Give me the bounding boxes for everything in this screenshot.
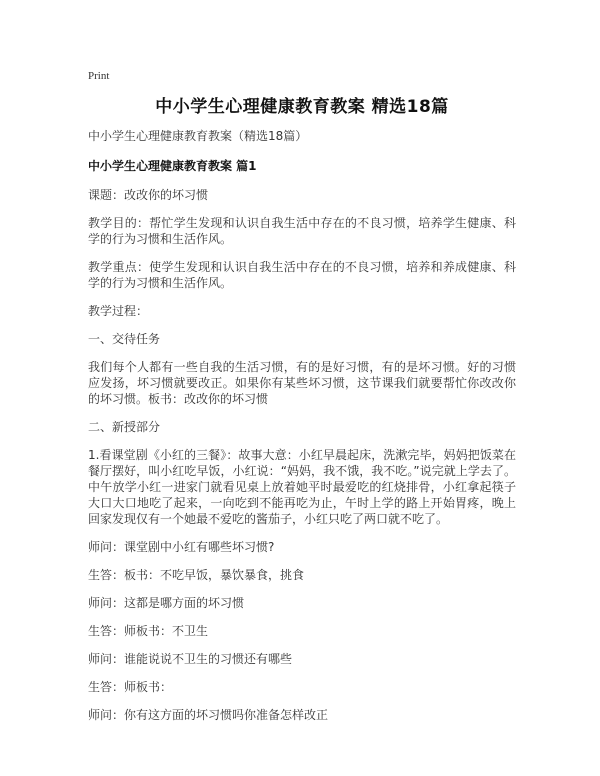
document-page bbox=[88, 70, 516, 735]
teaching-process: 教学过程： bbox=[88, 304, 149, 318]
part-one-body: 我们每个人都有一些自我的生活习惯，有的是好习惯，有的是坏习惯。好的习惯应发扬，坏习惯就要改正。如果你有某些坏习惯，这节课我们就要帮忙你改改你的坏习惯。板书：改改你的坏习惯 bbox=[88, 360, 516, 406]
dialogue-line: 师问：课堂剧中小红有哪些坏习惯? bbox=[88, 540, 275, 554]
lesson-topic: 课题：改改你的坏习惯 bbox=[88, 188, 209, 202]
teaching-focus: 教学重点：使学生发现和认识自我生活中存在的不良习惯，培养和养成健康、科学的行为习惯和生活作风。 bbox=[88, 260, 516, 290]
dialogue-line: 生答：师板书： bbox=[88, 680, 173, 694]
teaching-goal: 教学目的：帮忙学生发现和认识自我生活中存在的不良习惯，培养学生健康、科学的行为习惯和生活作风。 bbox=[88, 216, 516, 246]
part-two-heading: 二、新授部分 bbox=[88, 420, 161, 434]
document-title: 中小学生心理健康教育教案 精选18篇 bbox=[155, 97, 449, 117]
story-paragraph: 1.看课堂剧《小红的三餐》：故事大意：小红早晨起床，洗漱完毕，妈妈把饭菜在餐厅摆好，叫小红吃早饭，小红说：“妈妈，我不饿，我不吃。”说完就上学去了。中午放学小红一进家门就看见桌上放着她平时最爱吃的红烧排骨，小红拿起筷子大口大口地吃了起来，一向吃到不能再吃为止，午时上学的路上开始胃疼，晚上回家发现仅有一个她最不爱吃的酱茄子，小红只吃了两口就不吃了。 bbox=[88, 448, 516, 526]
section-heading: 中小学生心理健康教育教案 篇1 bbox=[88, 159, 257, 173]
dialogue-line: 师问：谁能说说不卫生的习惯还有哪些 bbox=[88, 652, 293, 666]
document-subtitle: 中小学生心理健康教育教案（精选18篇） bbox=[88, 129, 308, 143]
dialogue-line: 师问：你有这方面的坏习惯吗你准备怎样改正 bbox=[88, 708, 329, 722]
dialogue-line: 师问：这都是哪方面的坏习惯 bbox=[88, 596, 245, 610]
part-one-heading: 一、交待任务 bbox=[88, 332, 161, 346]
dialogue-line: 生答：师板书：不卫生 bbox=[88, 624, 209, 638]
print-label[interactable]: Print bbox=[88, 70, 110, 82]
dialogue-line: 生答：板书：不吃早饭，暴饮暴食，挑食 bbox=[88, 568, 305, 582]
